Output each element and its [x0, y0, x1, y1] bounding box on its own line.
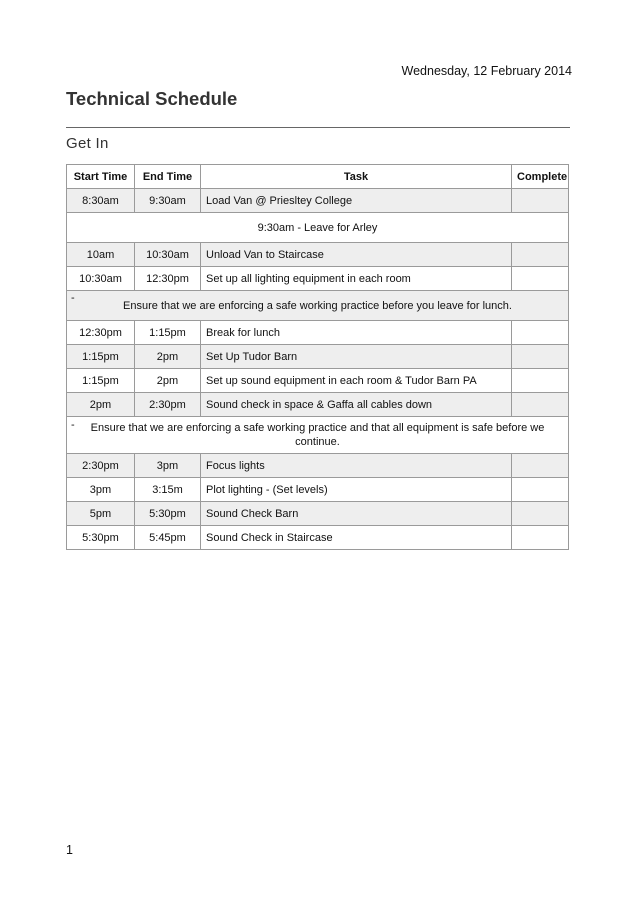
- complete-cell: [512, 526, 569, 550]
- task-cell: Break for lunch: [201, 321, 512, 345]
- task-cell: Sound Check in Staircase: [201, 526, 512, 550]
- complete-cell: [512, 267, 569, 291]
- schedule-table: [66, 164, 569, 550]
- start-time-cell: 2:30pm: [67, 454, 135, 478]
- table-row: [67, 243, 569, 267]
- complete-cell: [512, 345, 569, 369]
- start-time-cell: 12:30pm: [67, 321, 135, 345]
- task-cell: Set up sound equipment in each room & Tudor Barn PA: [201, 369, 512, 393]
- table-row: [67, 267, 569, 291]
- task-cell: Plot lighting - (Set levels): [201, 478, 512, 502]
- table-row: [67, 454, 569, 478]
- complete-cell: [512, 393, 569, 417]
- table-row: [67, 393, 569, 417]
- table-row: [67, 526, 569, 550]
- end-time-cell: 5:45pm: [135, 526, 201, 550]
- schedule-body: [67, 189, 569, 550]
- section-heading: Get In: [66, 135, 109, 152]
- note-cell: [67, 291, 569, 321]
- task-cell: Set up all lighting equipment in each room: [201, 267, 512, 291]
- start-time-cell: 2pm: [67, 393, 135, 417]
- column-header-complete: Complete: [512, 165, 569, 189]
- note-row: [67, 213, 569, 243]
- complete-cell: [512, 321, 569, 345]
- table-row: [67, 345, 569, 369]
- end-time-cell: 2pm: [135, 345, 201, 369]
- complete-cell: [512, 369, 569, 393]
- complete-cell: [512, 243, 569, 267]
- end-time-cell: 1:15pm: [135, 321, 201, 345]
- table-row: [67, 189, 569, 213]
- column-header-start-time: Start Time: [67, 165, 135, 189]
- complete-cell: [512, 502, 569, 526]
- page-number: 1: [66, 843, 73, 857]
- note-text: Ensure that we are enforcing a safe working practice before you leave for lunch.: [123, 299, 512, 312]
- start-time-cell: 5pm: [67, 502, 135, 526]
- note-cell: [67, 213, 569, 243]
- start-time-cell: 3pm: [67, 478, 135, 502]
- note-dash: -: [71, 292, 75, 304]
- start-time-cell: 1:15pm: [67, 369, 135, 393]
- table-row: [67, 369, 569, 393]
- task-cell: Sound Check Barn: [201, 502, 512, 526]
- end-time-cell: 10:30am: [135, 243, 201, 267]
- end-time-cell: 9:30am: [135, 189, 201, 213]
- task-cell: Unload Van to Staircase: [201, 243, 512, 267]
- end-time-cell: 2pm: [135, 369, 201, 393]
- table-row: [67, 321, 569, 345]
- start-time-cell: 8:30am: [67, 189, 135, 213]
- note-text: 9:30am - Leave for Arley: [257, 221, 378, 234]
- task-cell: Set Up Tudor Barn: [201, 345, 512, 369]
- end-time-cell: 3pm: [135, 454, 201, 478]
- note-dash: -: [71, 419, 75, 431]
- task-cell: Sound check in space & Gaffa all cables down: [201, 393, 512, 417]
- end-time-cell: 5:30pm: [135, 502, 201, 526]
- column-header-end-time: End Time: [135, 165, 201, 189]
- start-time-cell: 5:30pm: [67, 526, 135, 550]
- title-divider: [66, 127, 570, 128]
- complete-cell: [512, 454, 569, 478]
- table-row: [67, 478, 569, 502]
- table-row: [67, 502, 569, 526]
- column-header-task: Task: [201, 165, 512, 189]
- start-time-cell: 10:30am: [67, 267, 135, 291]
- note-text: Ensure that we are enforcing a safe working practice and that all equipment is safe before we continue.: [90, 422, 545, 448]
- end-time-cell: 3:15m: [135, 478, 201, 502]
- document-date: Wednesday, 12 February 2014: [401, 64, 572, 78]
- note-row: [67, 417, 569, 454]
- page-title: Technical Schedule: [66, 88, 238, 109]
- task-cell: Focus lights: [201, 454, 512, 478]
- end-time-cell: 12:30pm: [135, 267, 201, 291]
- complete-cell: [512, 189, 569, 213]
- start-time-cell: 10am: [67, 243, 135, 267]
- start-time-cell: 1:15pm: [67, 345, 135, 369]
- note-cell: [67, 417, 569, 454]
- table-header-row: [67, 165, 569, 189]
- task-cell: Load Van @ Priesltey College: [201, 189, 512, 213]
- end-time-cell: 2:30pm: [135, 393, 201, 417]
- complete-cell: [512, 478, 569, 502]
- note-row: [67, 291, 569, 321]
